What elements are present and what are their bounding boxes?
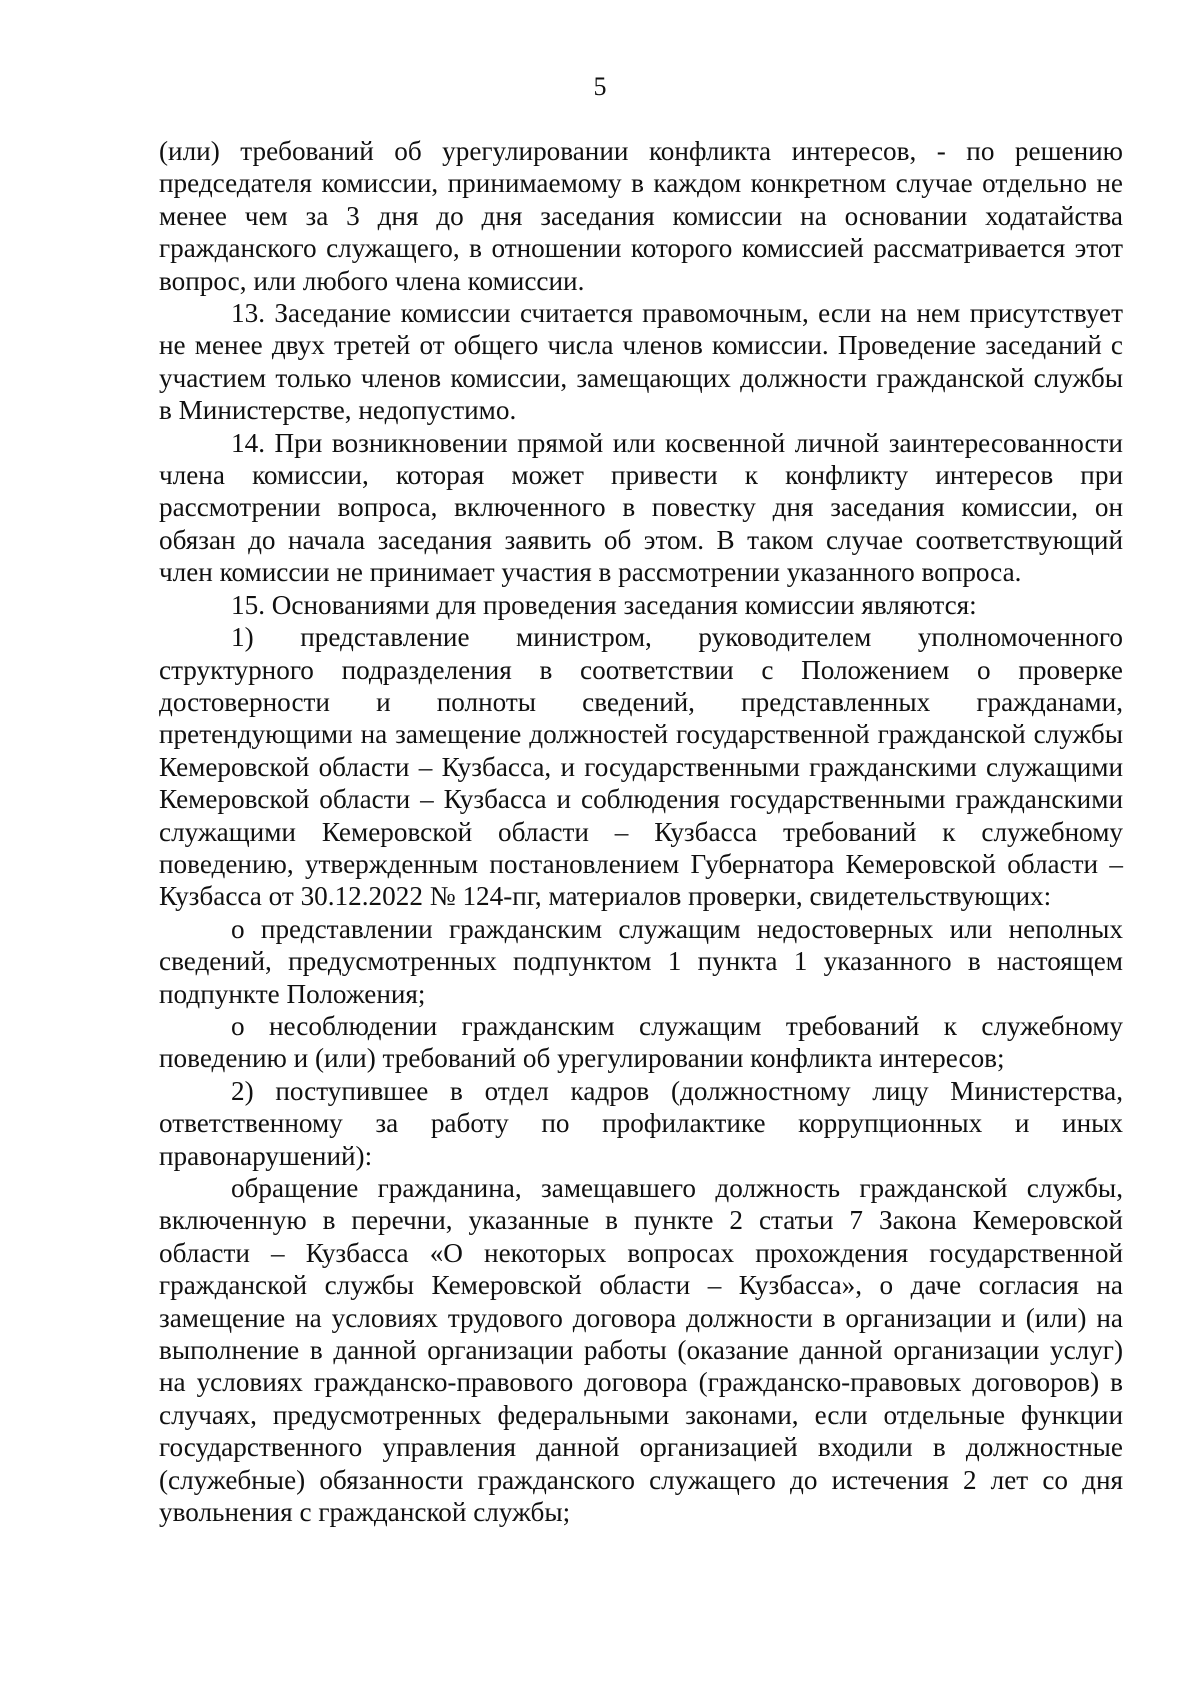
paragraph-15-item-1: 1) представление министром, руководителем уполномоченного структурного подразделения в соответствии с Положением о проверке достоверности и полноты сведений, представленных гражданами, претендующими на замещение должностей государственной гражданской службы Кемеровской области – Кузбасса, и государственными гражданскими служащими Кемеровской области – Кузбасса и соблюдения государственными гражданскими служащими Кемеровской области – Кузбасса требований к служебному поведению, утвержденным постановлением Губернатора Кемеровской области – Кузбасса от 30.12.2022 № 124-пг, материалов проверки, свидетельствующих: <box>159 622 1123 912</box>
paragraph-15-item-2: 2) поступившее в отдел кадров (должностному лицу Министерства, ответственному за работу по профилактике коррупционных и иных правонарушений): <box>159 1075 1123 1171</box>
paragraph-15-item-1-sub-b: о несоблюдении гражданским служащим требований к служебному поведению и (или) требований об урегулировании конфликта интересов; <box>159 1010 1123 1074</box>
paragraph-15: 15. Основаниями для проведения заседания комиссии являются: <box>231 589 977 620</box>
document-body <box>159 135 1123 1528</box>
paragraph-15-item-1-sub-a: о представлении гражданским служащим недостоверных или неполных сведений, предусмотренных подпунктом 1 пункта 1 указанного в настоящем подпункте Положения; <box>159 913 1123 1009</box>
paragraph-continuation: (или) требований об урегулировании конфликта интересов, - по решению председателя комиссии, принимаемому в каждом конкретном случае отдельно не менее чем за 3 дня до дня заседания комиссии на основании ходатайства гражданского служащего, в отношении которого комиссией рассматривается этот вопрос, или любого члена комиссии. <box>159 136 1123 296</box>
page-number: 5 <box>593 72 607 101</box>
paragraph-14: 14. При возникновении прямой или косвенной личной заинтересованности члена комиссии, которая может привести к конфликту интересов при рассмотрении вопроса, включенного в повестку дня заседания комиссии, он обязан до начала заседания заявить об этом. В таком случае соответствующий член комиссии не принимает участия в рассмотрении указанного вопроса. <box>159 427 1123 588</box>
paragraph-15-item-2-sub-a: обращение гражданина, замещавшего должность гражданской службы, включенную в перечни, указанные в пункте 2 статьи 7 Закона Кемеровской области – Кузбасса «О некоторых вопросах прохождения государственной гражданской службы Кемеровской области – Кузбасса», о даче согласия на замещение на условиях трудового договора должности в организации и (или) на выполнение в данной организации работы (оказание данной организации услуг) на условиях гражданско-правового договора (гражданско-правовых договоров) в случаях, предусмотренных федеральными законами, если отдельные функции государственного управления данной организацией входили в должностные (служебные) обязанности гражданского служащего до истечения 2 лет со дня увольнения с гражданской службы; <box>159 1173 1123 1528</box>
paragraph-13: 13. Заседание комиссии считается правомочным, если на нем присутствует не менее двух третей от общего числа членов комиссии. Проведение заседаний с участием только членов комиссии, замещающих должности гражданской службы в Министерстве, недопустимо. <box>159 298 1123 426</box>
